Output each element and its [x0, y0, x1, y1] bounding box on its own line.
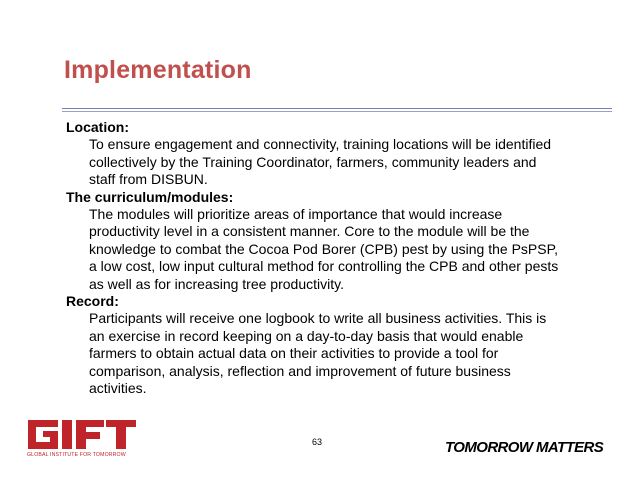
gift-logo: [26, 416, 166, 463]
section-text-line: collectively by the Training Coordinator, farmers, community leaders and: [89, 153, 537, 170]
title-divider-line: [62, 108, 612, 109]
section-heading-location: Location:: [66, 119, 129, 135]
svg-text:TOMORROW MATTERS: TOMORROW MATTERS: [445, 439, 604, 456]
section-text-line: farmers to obtain actual data on their activities to provide a tool for: [89, 345, 499, 362]
slide-body: [66, 119, 611, 398]
title-divider-line-secondary: [62, 111, 612, 112]
section-text-line: The modules will prioritize areas of importance that would increase: [89, 206, 503, 223]
section-text-line: comparison, analysis, reflection and improvement of future business: [89, 362, 511, 379]
section-text-line: activities.: [89, 380, 147, 397]
section-heading-record: Record:: [66, 293, 119, 310]
gift-logo-graphic: [26, 416, 166, 458]
slide-title: Implementation: [64, 56, 252, 84]
tomorrow-matters-logo-graphic: [445, 437, 605, 457]
section-text-line: as well as for increasing tree productivity.: [89, 275, 344, 292]
section-text-line: Participants will receive one logbook to write all business activities. This is: [89, 310, 547, 327]
section-text-line: staff from DISBUN.: [89, 171, 208, 188]
svg-text:GLOBAL INSTITUTE FOR TOMORROW: GLOBAL INSTITUTE FOR TOMORROW: [27, 452, 126, 458]
section-text-line: To ensure engagement and connectivity, training locations will be identified: [89, 136, 552, 153]
section-text-line: an exercise in record keeping on a day-to-day basis that would enable: [89, 327, 524, 344]
section-text-line: knowledge to combat the Cocoa Pod Borer (CPB) pest by using the PsPSP,: [89, 240, 558, 257]
section-text-line: a low cost, low input cultural method for controlling the CPB and other pests: [89, 258, 559, 275]
section-heading-curriculum: The curriculum/modules:: [66, 188, 234, 205]
page-number: 63: [312, 437, 323, 447]
tomorrow-matters-logo: [445, 437, 605, 462]
section-text-line: productivity level in a consistent manner. Core to the module will be the: [89, 223, 530, 240]
